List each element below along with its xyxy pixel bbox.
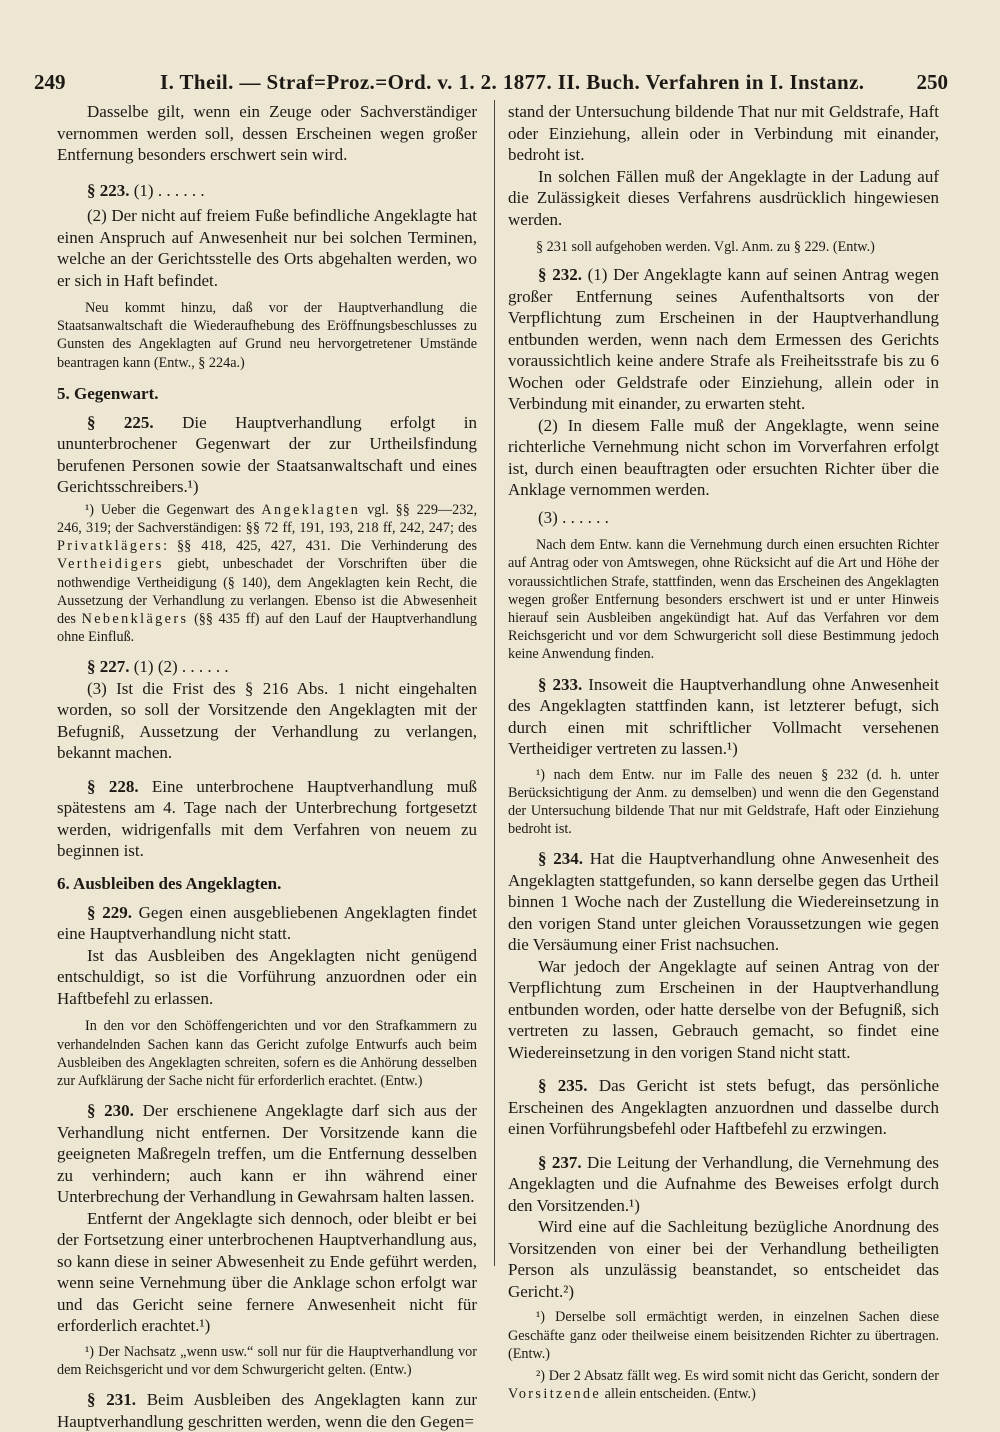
section-text: Das Gericht ist stets befugt, das persönliche Erscheinen des Angeklagten anzuordnen und dasselbe durch einen Vorführungsbefehl oder Haftbefehl zu erzwingen. xyxy=(508,1076,939,1139)
footnote-spaced: Vertheidigers xyxy=(57,556,164,573)
paragraph: (2) In diesem Falle muß der Angeklagte, wenn seine richterliche Vernehmung nicht schon im Vorverfahren erfolgt ist, durch einen beauftragten oder ersuchten Richter über die Anklage vernommen werden. xyxy=(508,415,939,500)
section-text: Beim Ausbleiben des Angeklagten kann zur Hauptverhandlung geschritten werden, wenn die den Gegen= xyxy=(57,1390,477,1431)
footnote-text: vgl. §§ 229—232, 246, 319; der Sachverständigen: §§ 72 ff, 191, 193, 218 ff, 242, 247; des xyxy=(57,501,477,537)
paragraph: War jedoch der Angeklagte auf seinen Antrag von der Verpflichtung zum Erscheinen in der Hauptverhandlung entbunden worden, oder hatte derselbe von der Befugniß, sich vertreten zu lassen, Gebrauch gemacht, so findet eine Wiedereinsetzung in den vorigen Stand nicht statt. xyxy=(508,956,939,1062)
section-number: § 231. xyxy=(87,1390,136,1410)
section-230 xyxy=(57,1100,477,1208)
paragraph: (3) Ist die Frist des § 216 Abs. 1 nicht eingehalten worden, so soll der Vorsitzende den Angeklagten mit der Befugniß, Aussetzung der Verhandlung zu verlangen, bekannt machen. xyxy=(57,678,477,763)
column-divider xyxy=(494,100,495,1266)
footnote-text: allein entscheiden. (Entw.) xyxy=(601,1386,756,1403)
subheading: 6. Ausbleiben des Angeklagten. xyxy=(57,873,282,893)
page-header xyxy=(34,66,948,96)
footnote-spaced: Nebenklägers xyxy=(81,611,189,628)
section-text: Die Leitung der Verhandlung, die Vernehmung des Angeklagten und die Aufnahme des Beweises erfolgt durch den Vorsitzenden.¹) xyxy=(508,1152,939,1215)
section-237 xyxy=(508,1152,939,1217)
paragraph: In solchen Fällen muß der Angeklagte in der Ladung auf die Zulässigkeit dieses Verfahrens ausdrücklich hingewiesen werden. xyxy=(508,166,939,229)
paragraph: (2) Der nicht auf freiem Fuße befindliche Angeklagte hat einen Anspruch auf Anwesenheit nur bei solchen Terminen, welche an der Gerichtsstelle des Orts abgehalten werden, wo er sich in Haft befindet. xyxy=(57,206,477,290)
section-225 xyxy=(57,412,477,498)
footnote-text: : §§ 418, 425, 427, 431. Die Verhinderung des xyxy=(163,538,477,555)
footnote: ¹) Der Nachsatz „wenn usw.“ soll nur für die Hauptverhandlung vor dem Reichsgericht und vor dem Schwurgericht gelten. (Entw.) xyxy=(57,1343,477,1378)
section-number: § 230. xyxy=(87,1101,134,1121)
footnote-spaced: Privatklägers xyxy=(57,538,164,555)
section-text: Die Hauptverhandlung erfolgt in ununterbrochener Gegenwart der zur Urtheilsfindung berufenen Personen sowie der Staatsanwaltschaft und eines Gerichtsschreibers.¹) xyxy=(57,412,478,497)
section-number: § 237. xyxy=(538,1152,582,1172)
section-227 xyxy=(57,656,477,678)
section-number: § 233. xyxy=(538,674,583,694)
paragraph: Dasselbe gilt, wenn ein Zeuge oder Sachverständiger vernommen werden soll, dessen Erscheinen wegen großer Entfernung besonders erschwert sein wird. xyxy=(57,102,477,164)
annotation: In den vor den Schöffengerichten und vor den Strafkammern zu verhandelnden Sachen kann das Gericht zufolge Entwurfs auch beim Ausbleiben des Angeklagten schreiten, sofern es die Anhörung desselben zur Aufklärung der Sache nicht für erforderlich erachtet. (Entw.) xyxy=(57,1018,477,1090)
section-text: Der erschienene Angeklagte darf sich aus der Verhandlung nicht entfernen. Der Vorsitzende kann die geeigneten Maßregeln treffen, um die Entfernung desselben zu verhindern; auch kann er ihn während einer Unterbrechung der Verhandlung in Gewahrsam halten lassen. xyxy=(57,1101,477,1207)
section-228 xyxy=(57,776,477,862)
footnote: ¹) nach dem Entw. nur im Falle des neuen § 232 (d. h. unter Berücksichtigung der Anm. zu demselben) und wenn die den Gegenstand der Untersuchung bildende That nur mit Geldstrafe, Haft oder Einziehung bedroht ist. xyxy=(508,766,939,838)
annotation: § 231 soll aufgehoben werden. Vgl. Anm. zu § 229. (Entw.) xyxy=(536,239,875,255)
section-text: Insoweit die Hauptverhandlung ohne Anwesenheit des Angeklagten stattfinden kann, ist letzterer befugt, sich durch einen mit schriftlicher Vollmacht versehenen Vertheidiger vertreten zu lassen.¹) xyxy=(508,674,939,759)
section-233 xyxy=(508,674,939,760)
paragraph: Entfernt der Angeklagte sich dennoch, oder bleibt er bei der Fortsetzung einer unterbrochenen Hauptverhandlung aus, so kann diese in seiner Abwesenheit zu Ende geführt werden, wenn seine Vernehmung über die Anklage schon erfolgt war und das Gericht seine fernere Anwesenheit nicht für erforderlich erachtet.¹) xyxy=(57,1208,477,1336)
paragraph: Wird eine auf die Sachleitung bezügliche Anordnung des Vorsitzenden von einer bei der Verhandlung betheiligten Person als unzulässig beanstandet, so entscheidet das Gericht.²) xyxy=(508,1217,939,1301)
footnote xyxy=(508,1367,939,1403)
page-number-left: 249 xyxy=(34,70,66,94)
paragraph: Ist das Ausbleiben des Angeklagten nicht genügend entschuldigt, so ist die Vorführung anzuordnen oder ein Haftbefehl zu erlassen. xyxy=(57,945,477,1008)
section-number: § 227. xyxy=(87,657,130,677)
section-number: § 235. xyxy=(538,1076,588,1096)
section-229 xyxy=(57,902,477,945)
footnote-spaced: Angeklagten xyxy=(261,501,361,518)
footnote-text: ¹) Ueber die Gegenwart des xyxy=(85,501,262,518)
section-text: (1) (2) . . . . . . xyxy=(129,657,229,677)
section-number: § 229. xyxy=(87,902,132,922)
section-231 xyxy=(57,1389,477,1432)
paragraph: (3) . . . . . . xyxy=(538,507,609,527)
footnote-text: giebt, unbeschadet der Vorschriften über die nothwendige Vertheidigung (§ 140), dem Angeklagten kein Recht, die Aussetzung der Verhandlung zu verlangen. Ebenso ist die Abwesenheit des xyxy=(57,556,477,628)
section-text: Eine unterbrochene Hauptverhandlung muß spätestens am 4. Tage nach der Unterbrechung fortgesetzt werden, widrigenfalls mit dem Verfahren von neuem zu beginnen ist. xyxy=(57,776,478,861)
section-number: § 232. xyxy=(538,265,582,285)
footnote xyxy=(57,501,477,647)
footnote-text: ²) Der 2 Absatz fällt weg. Es wird somit nicht das Gericht, sondern der xyxy=(536,1368,939,1385)
running-title: I. Theil. — Straf=Proz.=Ord. v. 1. 2. 1877. II. Buch. Verfahren in I. Instanz. xyxy=(160,70,865,94)
section-235 xyxy=(508,1075,939,1140)
right-column xyxy=(508,101,939,1403)
section-number: § 225. xyxy=(87,412,154,432)
footnote-spaced: Vorsitzende xyxy=(508,1386,602,1403)
section-number: § 223. xyxy=(87,180,130,200)
section-text: Gegen einen ausgebliebenen Angeklagten findet eine Hauptverhandlung nicht statt. xyxy=(57,902,478,944)
section-223 xyxy=(57,180,477,202)
section-text: Hat die Hauptverhandlung ohne Anwesenheit des Angeklagten stattgefunden, so kann derselbe gegen das Urtheil binnen 1 Woche nach der Zustellung die Wiedereinsetzung in den vorigen Stand unter gleichen Voraussetzungen wie gegen die Versäumung einer Frist nachsuchen. xyxy=(508,849,940,955)
annotation: Neu kommt hinzu, daß vor der Hauptverhandlung die Staatsanwaltschaft die Wiederaufhebung des Eröffnungsbeschlusses zu Gunsten des Angeklagten auf Grund neu hervorgetretener Umstände beantragen kann (Entw., § 224a.) xyxy=(57,300,477,371)
section-number: § 234. xyxy=(538,849,584,869)
section-232 xyxy=(508,264,939,415)
section-number: § 228. xyxy=(87,776,139,796)
annotation: Nach dem Entw. kann die Vernehmung durch einen ersuchten Richter auf Antrag oder von Amtswegen, ohne Rücksicht auf die Art und Höhe der voraussichtlichen Strafe, stattfinden, wenn das Erscheinen des Angeklagten wegen großer Entfernung besonders erschwert ist und er unter Hinweis hierauf sein Ausbleiben angekündigt hat. Auf das Verfahren vor dem Reichsgericht und vor dem Schwurgericht soll diese Bestimmung jedoch keine Anwendung finden. xyxy=(508,537,939,663)
section-text: (1) . . . . . . xyxy=(129,180,205,200)
section-text: (1) Der Angeklagte kann auf seinen Antrag wegen großer Entfernung seines Aufenthaltsorts von der Verpflichtung zum Erscheinen in der Hauptverhandlung entbunden werden, wenn nach dem Ermessen des Gerichts voraussichtlich keine andere Strafe als Freiheitsstrafe bis zu 6 Wochen oder Geldstrafe oder Einziehung, allein oder in Verbindung mit einander, zu erwarten steht. xyxy=(508,265,940,414)
footnote-text: (§§ 435 ff) auf den Lauf der Hauptverhandlung ohne Einfluß. xyxy=(57,611,477,646)
left-column xyxy=(57,101,477,1432)
subheading: 5. Gegenwart. xyxy=(57,383,159,403)
page-number-right: 250 xyxy=(916,70,948,94)
footnote: ¹) Derselbe soll ermächtigt werden, in einzelnen Sachen diese Geschäfte ganz oder theilweise einem beisitzenden Richter zu übertragen. (Entw.) xyxy=(508,1309,939,1362)
section-234 xyxy=(508,848,939,956)
paragraph: stand der Untersuchung bildende That nur mit Geldstrafe, Haft oder Einziehung, allein oder in Verbindung mit einander, bedroht ist. xyxy=(508,102,939,164)
